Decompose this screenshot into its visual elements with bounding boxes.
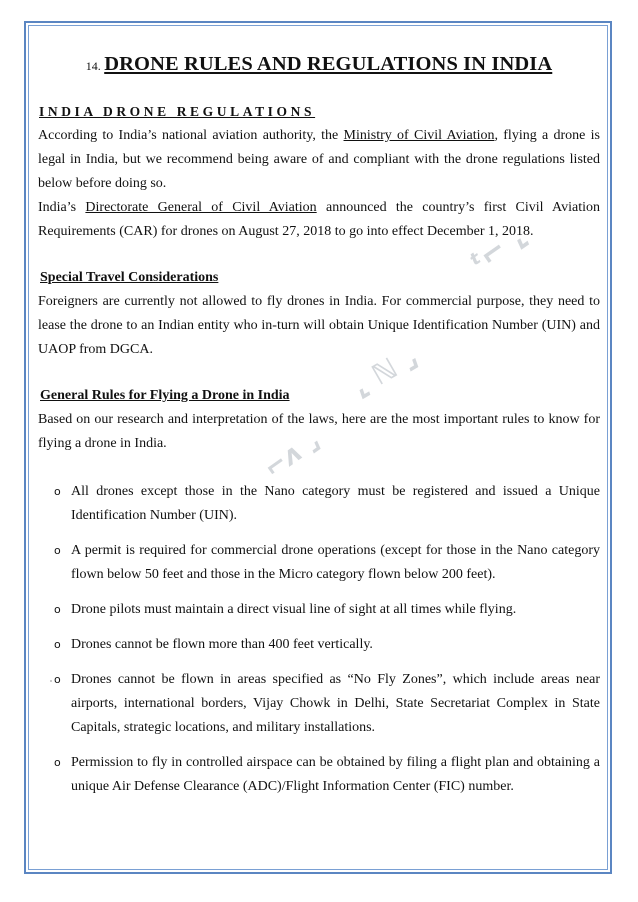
title-text: DRONE RULES AND REGULATIONS IN INDIA	[104, 53, 553, 75]
list-item-text: Permission to fly in controlled airspace can be obtained by filing a flight plan and obtaining a unique Air Defense Clearance (ADC)/Flight Information Center (FIC) number.	[71, 755, 600, 794]
paragraph-text: announced the country’s first Civil Aviation Requirements (CAR) for drones on August 27, 2018 to go into effect December 1, 2018.	[38, 200, 601, 239]
list-item-text: Drone pilots must maintain a direct visual line of sight at all times while flying.	[71, 602, 517, 617]
bullet-circle-icon: o	[54, 756, 61, 769]
section-heading-special-travel: Special Travel Considerations	[40, 270, 219, 285]
bullet-circle-icon: o	[54, 485, 61, 498]
spacer	[38, 362, 600, 384]
section-heading-india-drone-regulations: INDIA DRONE REGULATIONS	[39, 104, 316, 119]
link-ministry-of-civil-aviation[interactable]: Ministry of Civil Aviation	[343, 128, 495, 143]
list-item-text: Drones cannot be flown in areas specified as “No Fly Zones”, which include areas near airports, international borders, Vijay Chowk in Delhi, State Secretariat Complex in State Capitals, strategic locations, and military installations.	[71, 672, 600, 735]
bullet-circle-icon: o	[54, 673, 61, 686]
watermark-fragment: ⌞ ℕ ⌟	[346, 339, 423, 404]
list-item	[38, 480, 600, 528]
spacer	[38, 244, 600, 266]
paragraph-travel: Foreigners are currently not allowed to fly drones in India. For commercial purpose, they need to lease the drone to an Indian entity who in-turn will obtain Unique Identification Number (UIN) and UAOP from DGCA.	[38, 294, 600, 357]
list-item-text: A permit is required for commercial drone operations (except for those in the Nano category flown below 50 feet and those in the Micro category flown below 200 feet).	[71, 543, 600, 582]
paragraph-text: India’s	[38, 200, 86, 215]
document-body	[38, 48, 600, 810]
paragraph-dgca	[38, 196, 600, 244]
watermark-fragment: ⌐ᴧ ⌟	[258, 425, 326, 485]
bullet-circle-icon: o	[54, 544, 61, 557]
page-title	[38, 48, 600, 80]
spacer	[38, 456, 600, 480]
section-heading-general-rules: General Rules for Flying a Drone in India	[40, 388, 290, 403]
bullet-circle-icon: o	[54, 638, 61, 651]
list-item-text: Drones cannot be flown more than 400 feet vertically.	[71, 637, 373, 652]
bullet-circle-icon: o	[54, 603, 61, 616]
list-item	[38, 668, 600, 740]
paragraph-ministry	[38, 124, 600, 196]
paragraph-rules-intro: Based on our research and interpretation of the laws, here are the most important rules to know for flying a drone in India.	[38, 412, 600, 451]
link-directorate-general-of-civil-aviation[interactable]: Directorate General of Civil Aviation	[85, 200, 317, 215]
list-item-text: All drones except those in the Nano category must be registered and issued a Unique Identification Number (UIN).	[71, 484, 600, 523]
list-item	[38, 751, 600, 799]
title-number: 14.	[85, 59, 101, 73]
list-item	[38, 633, 600, 657]
watermark-fragment: ᵗ⌐ ⌞	[463, 217, 534, 282]
paragraph-text: , flying a drone is legal in India, but we recommend being aware of and compliant with the drone regulations listed below before doing so.	[38, 128, 601, 191]
rules-list	[38, 480, 600, 799]
paragraph-text: According to India’s national aviation authority, the	[38, 128, 344, 143]
list-item	[38, 598, 600, 622]
list-item	[38, 539, 600, 587]
